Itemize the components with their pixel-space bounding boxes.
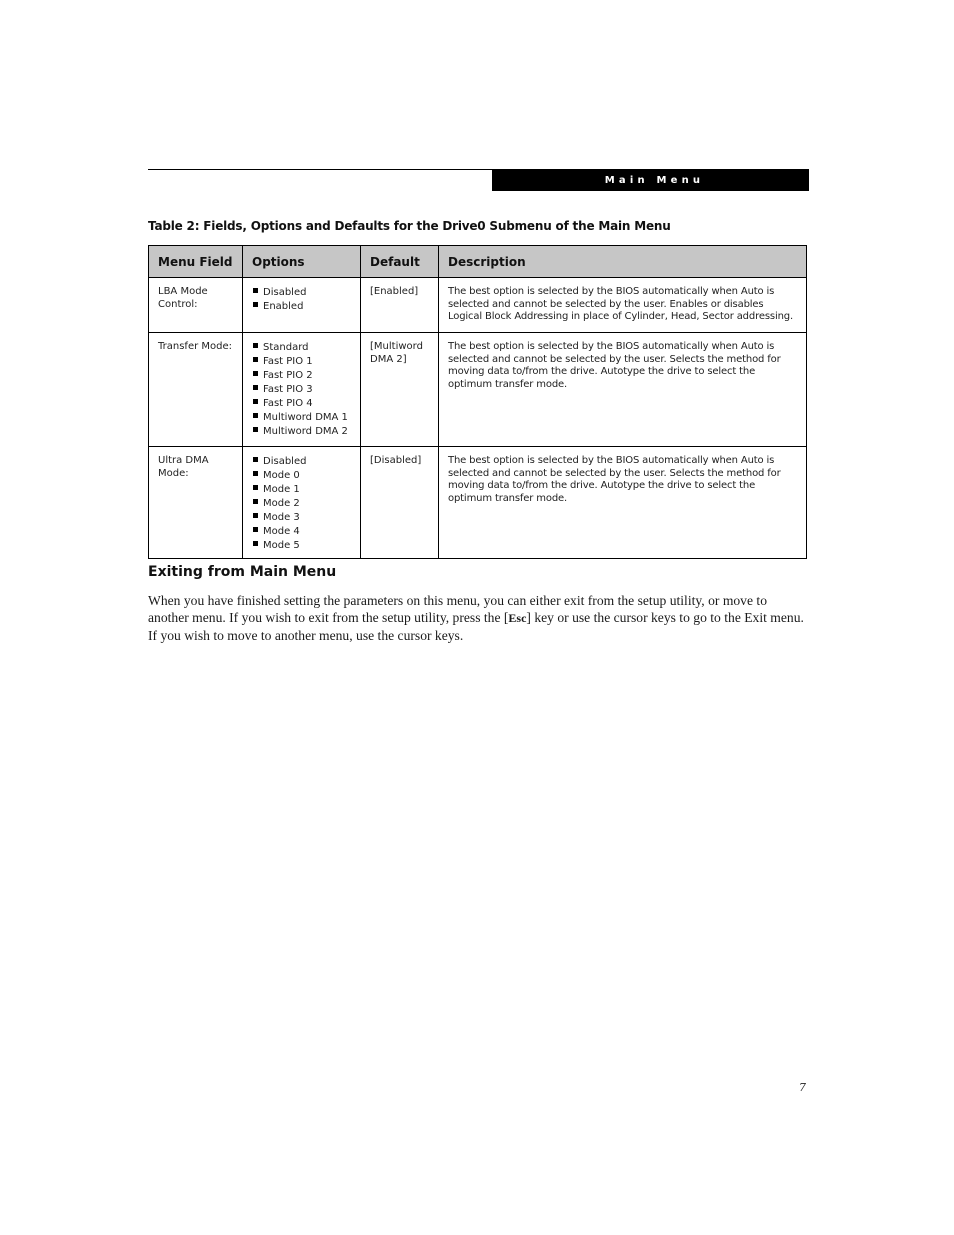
options-list: [252, 286, 354, 314]
list-item: Mode 5: [252, 539, 354, 553]
list-item: Mode 0: [252, 469, 354, 483]
table-row: [149, 447, 807, 559]
column-header-default: Default: [361, 246, 439, 278]
list-item: Fast PIO 4: [252, 397, 354, 411]
default-cell: [Multiword DMA 2]: [361, 333, 439, 447]
menu-field-cell: Transfer Mode:: [149, 333, 243, 447]
section-tab: Main Menu: [492, 169, 809, 191]
options-cell: [243, 333, 361, 447]
list-item: Fast PIO 2: [252, 369, 354, 383]
menu-field-cell: LBA Mode Control:: [149, 278, 243, 333]
default-cell: [Disabled]: [361, 447, 439, 559]
menu-field-cell: Ultra DMA Mode:: [149, 447, 243, 559]
options-cell: [243, 447, 361, 559]
table-caption: Table 2: Fields, Options and Defaults for the Drive0 Submenu of the Main Menu: [148, 219, 671, 233]
list-item: Mode 4: [252, 525, 354, 539]
table-row: [149, 333, 807, 447]
description-cell: The best option is selected by the BIOS automatically when Auto is selected and cannot be selected by the user. Selects the method for moving data to/from the drive. Autotype the drive to select the optimum transfer mode.: [439, 447, 807, 559]
header-rule: [148, 169, 492, 170]
column-header-menu-field: Menu Field: [149, 246, 243, 278]
list-item: Multiword DMA 1: [252, 411, 354, 425]
page-number: 7: [799, 1081, 806, 1094]
options-cell: [243, 278, 361, 333]
list-item: Fast PIO 1: [252, 355, 354, 369]
list-item: Mode 1: [252, 483, 354, 497]
list-item: Enabled: [252, 300, 354, 314]
table-header-row: [149, 246, 807, 278]
list-item: Disabled: [252, 455, 354, 469]
drive0-submenu-table: [148, 245, 807, 559]
default-cell: [Enabled]: [361, 278, 439, 333]
body-paragraph: [148, 592, 810, 644]
list-item: Mode 2: [252, 497, 354, 511]
options-list: [252, 455, 354, 553]
section-heading: Exiting from Main Menu: [148, 564, 337, 580]
column-header-description: Description: [439, 246, 807, 278]
list-item: Multiword DMA 2: [252, 425, 354, 439]
description-cell: The best option is selected by the BIOS automatically when Auto is selected and cannot be selected by the user. Enables or disables Logical Block Addressing in place of Cylinder, Head, Sector addressing.: [439, 278, 807, 333]
table-row: [149, 278, 807, 333]
list-item: Mode 3: [252, 511, 354, 525]
paragraph-text-start: When you have finished setting the parameters on this menu, you can either exit from the setup utility, or move to another menu. If you wish to exit from the setup utility, press the [: [148, 593, 767, 625]
options-list: [252, 341, 354, 439]
list-item: Standard: [252, 341, 354, 355]
description-cell: The best option is selected by the BIOS automatically when Auto is selected and cannot be selected by the user. Selects the method for moving data to/from the drive. Autotype the drive to select the optimum transfer mode.: [439, 333, 807, 447]
esc-key-label: Esc: [508, 611, 527, 625]
list-item: Disabled: [252, 286, 354, 300]
paragraph-text-end: ] key or use the cursor keys to go to the Exit menu. If you wish to move to another menu, use the cursor keys.: [148, 610, 804, 643]
list-item: Fast PIO 3: [252, 383, 354, 397]
column-header-options: Options: [243, 246, 361, 278]
